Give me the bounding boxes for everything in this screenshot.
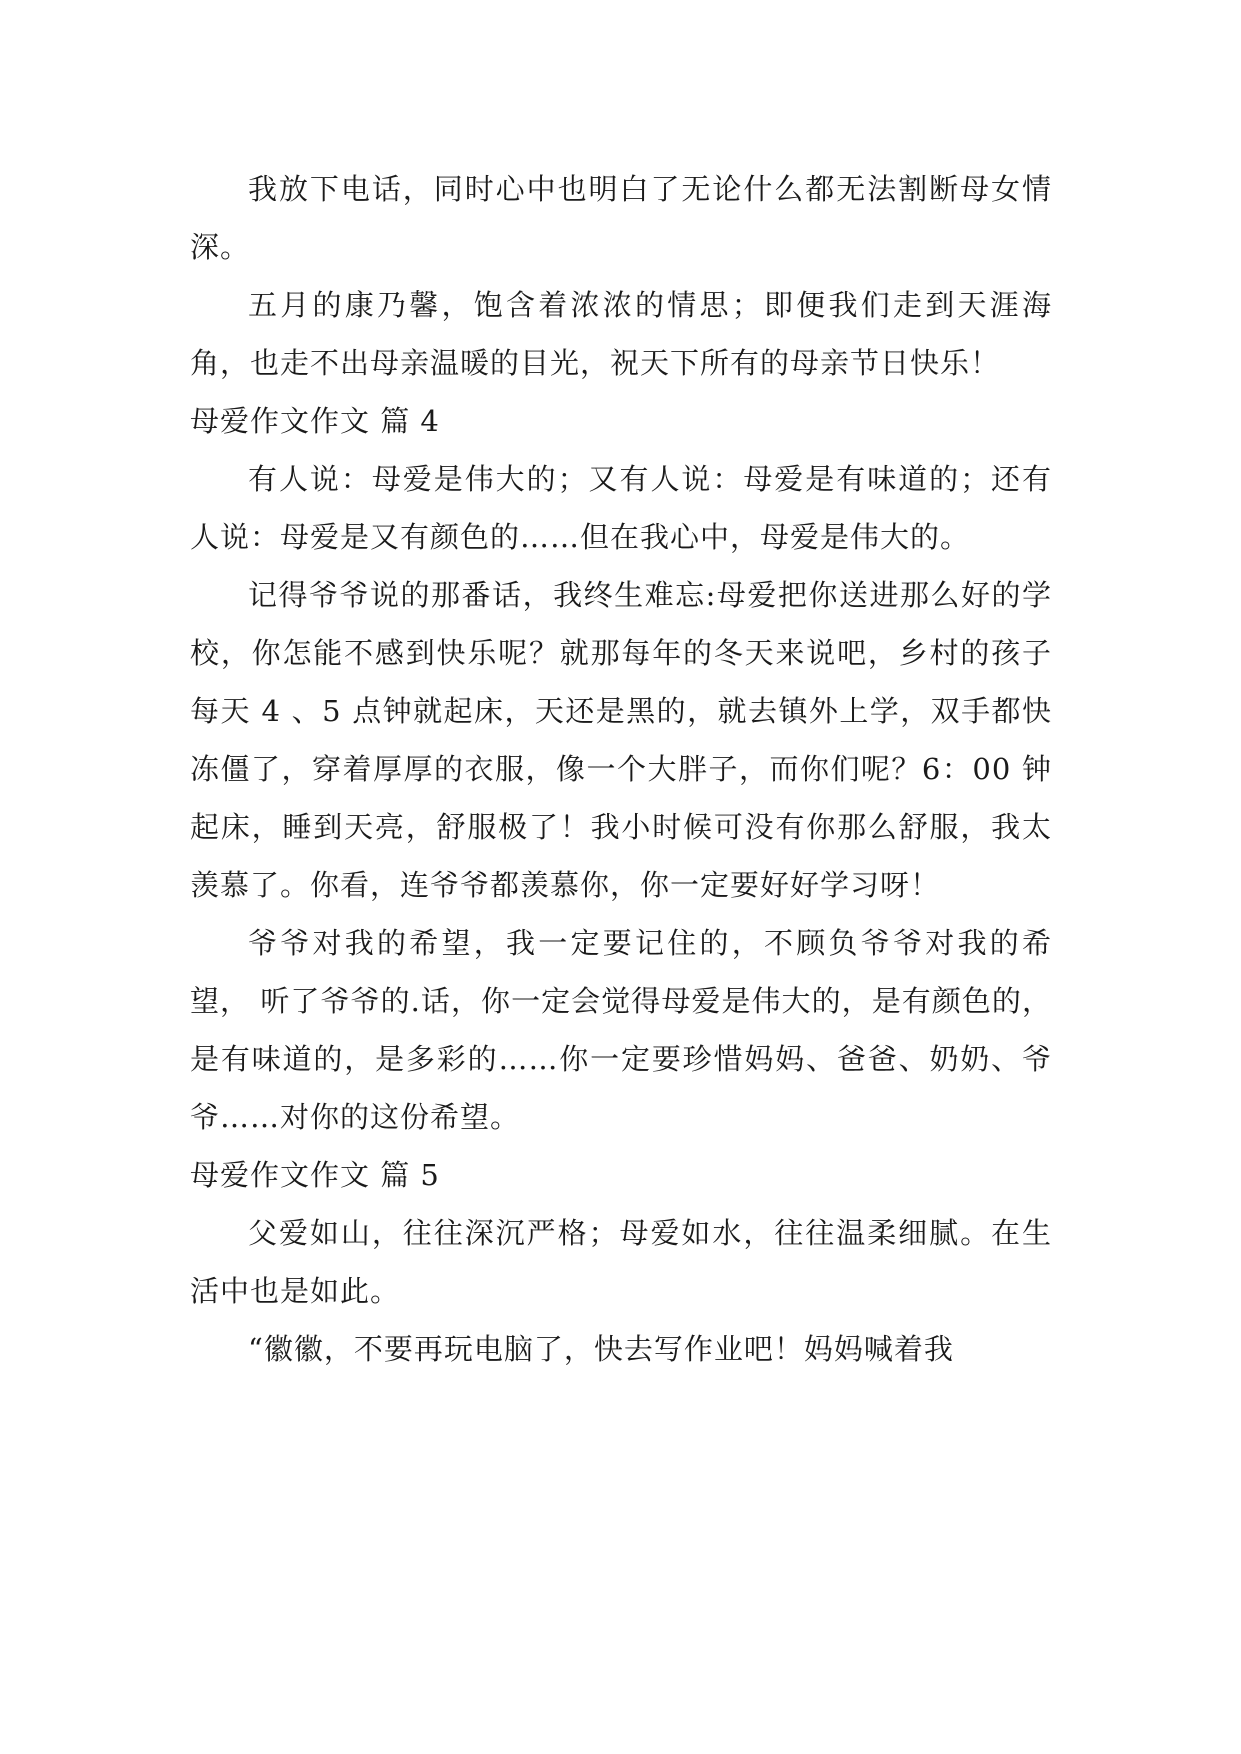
paragraph: 五月的康乃馨，饱含着浓浓的情思；即便我们走到天涯海角，也走不出母亲温暖的目光，祝天下所有的母亲节日快乐！ [190,288,1052,380]
section-heading: 母爱作文作文 篇 5 [190,1158,440,1192]
paragraph: 有人说：母爱是伟大的；又有人说：母爱是有味道的；还有人说：母爱是又有颜色的……但在我心中，母爱是伟大的。 [190,462,1052,554]
paragraph: 记得爷爷说的那番话，我终生难忘:母爱把你送进那么好的学校，你怎能不感到快乐呢？就那每年的冬天来说吧，乡村的孩子每天 4 、5 点钟就起床，天还是黑的，就去镇外上学，双手都快冻僵了，穿着厚厚的衣服，像一个大胖子，而你们呢？6：00 钟起床，睡到天亮，舒服极了！我小时候可没有你那么舒服，我太羡慕了。你看，连爷爷都羡慕你，你一定要好好学习呀！ [190,578,1052,902]
paragraph: 爷爷对我的希望，我一定要记住的，不顾负爷爷对我的希望， 听了爷爷的.话，你一定会觉得母爱是伟大的，是有颜色的，是有味道的，是多彩的……你一定要珍惜妈妈、爸爸、奶奶、爷爷……对你的这份希望。 [190,926,1052,1134]
paragraph: 我放下电话，同时心中也明白了无论什么都无法割断母女情深。 [190,172,1052,264]
paragraph: “徽徽，不要再玩电脑了，快去写作业吧！妈妈喊着我 [248,1332,954,1366]
paragraph: 父爱如山，往往深沉严格；母爱如水，往往温柔细腻。在生活中也是如此。 [190,1216,1052,1308]
document-page [190,160,1052,1378]
section-heading: 母爱作文作文 篇 4 [190,404,440,438]
